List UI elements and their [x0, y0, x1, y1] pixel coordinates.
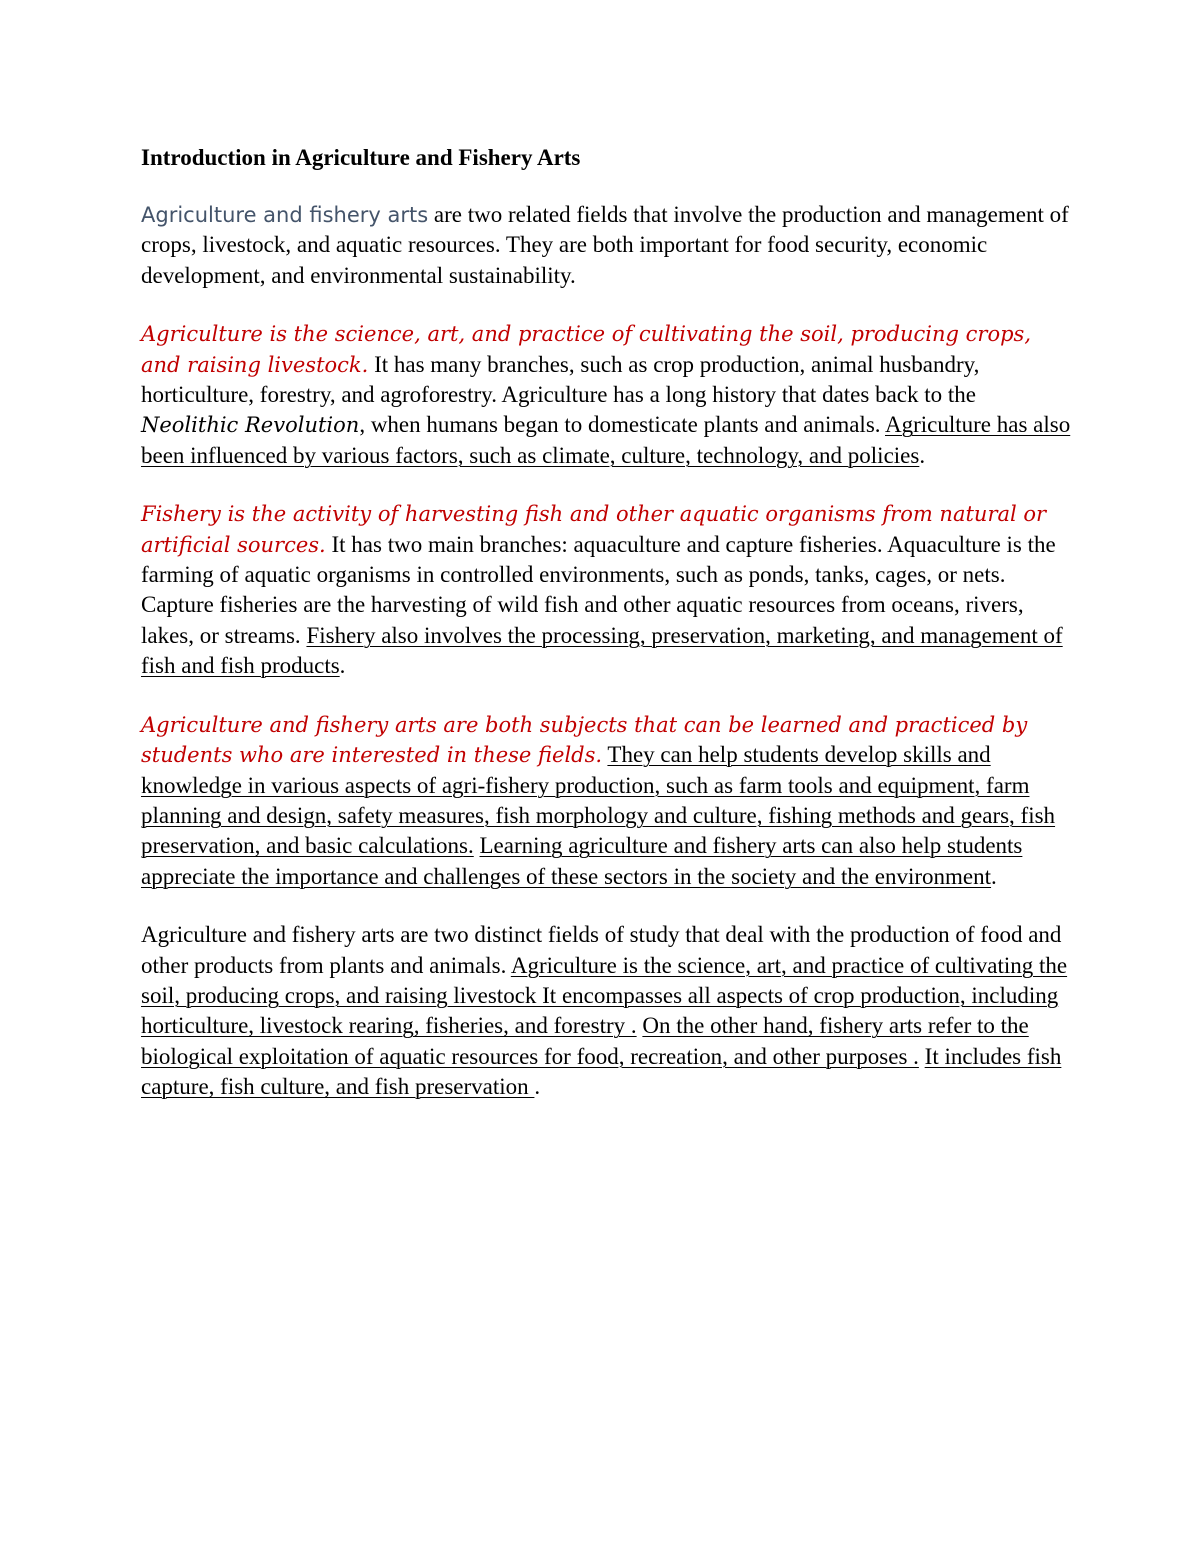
underlined-text: It includes fish capture, fish culture, and fish preservation	[141, 1043, 1062, 1100]
document-page	[141, 142, 1071, 1131]
paragraph-text: , when humans began to domesticate plants and animals.	[359, 412, 885, 438]
definition-text: Agriculture and fishery arts are both subjects that can be learned and practiced by students who are interested in these fields.	[141, 712, 1028, 768]
paragraph-text: are two related fields that involve the production and management of crops, livestock, and aquatic resources. They are both important for food security, economic development, and environmental sustainability.	[141, 202, 1069, 288]
definition-text: Fishery is the activity of harvesting fish and other aquatic organisms from natural or artificial sources.	[141, 502, 1047, 557]
paragraph-text: .	[534, 1074, 541, 1100]
underlined-text: Learning agriculture and fishery arts can also help students appreciate the importance and challenges of these sectors in the society and the environment	[141, 833, 1023, 889]
paragraph-text: .	[339, 653, 346, 679]
italic-term: Neolithic Revolution	[141, 413, 360, 438]
underlined-text: Fishery also involves the processing, preservation, marketing, and management of fish and fish products	[141, 622, 1063, 679]
underlined-text: On the other hand, fishery arts refer to the biological exploitation of aquatic resources for food, recreation, and other purposes .	[141, 1013, 1029, 1069]
paragraph-text: It has two main branches: aquaculture and capture fisheries. Aquaculture is the farming of aquatic organisms in controlled environments, such as ponds, tanks, cages, or nets. Capture fisheries are the harvesting of wild fish and other aquatic resources from oceans, rivers, lakes, or streams.	[141, 531, 1056, 648]
paragraph-text: Agriculture and fishery arts are two distinct fields of study that deal with the production of food and other products from plants and animals.	[141, 922, 1062, 978]
paragraph-subjects	[141, 710, 1071, 892]
paragraph-fishery	[141, 499, 1071, 681]
underlined-text: Agriculture is the science, art, and practice of cultivating the soil, producing crops, and raising livestock It encompasses all aspects of crop production, including horticulture, livestock rearing, fisheries, and forestry .	[141, 952, 1068, 1039]
paragraph-text: .	[991, 863, 997, 889]
highlighted-term: Agriculture and fishery arts	[141, 203, 429, 227]
paragraph-intro	[141, 200, 1071, 291]
document-title: Introduction in Agriculture and Fishery Arts	[141, 145, 581, 170]
underlined-text: They can help students develop skills and knowledge in various aspects of agri-fishery production, such as farm tools and equipment, farm planning and design, safety measures, fish morphology and culture, fishing methods and gears, fish preservation, and basic calculations.	[141, 742, 1056, 859]
underlined-text: Agriculture has also been influenced by various factors, such as climate, culture, technology, and policies	[141, 412, 1071, 468]
paragraph-distinct-fields	[141, 920, 1071, 1102]
definition-text: Agriculture is the science, art, and practice of cultivating the soil, producing crops, and raising livestock.	[141, 322, 1031, 377]
paragraph-text: It has many branches, such as crop production, animal husbandry, horticulture, forestry, and agroforestry. Agriculture has a long history that dates back to the	[141, 351, 980, 408]
paragraph-text: .	[919, 442, 926, 468]
paragraph-agriculture	[141, 319, 1071, 471]
